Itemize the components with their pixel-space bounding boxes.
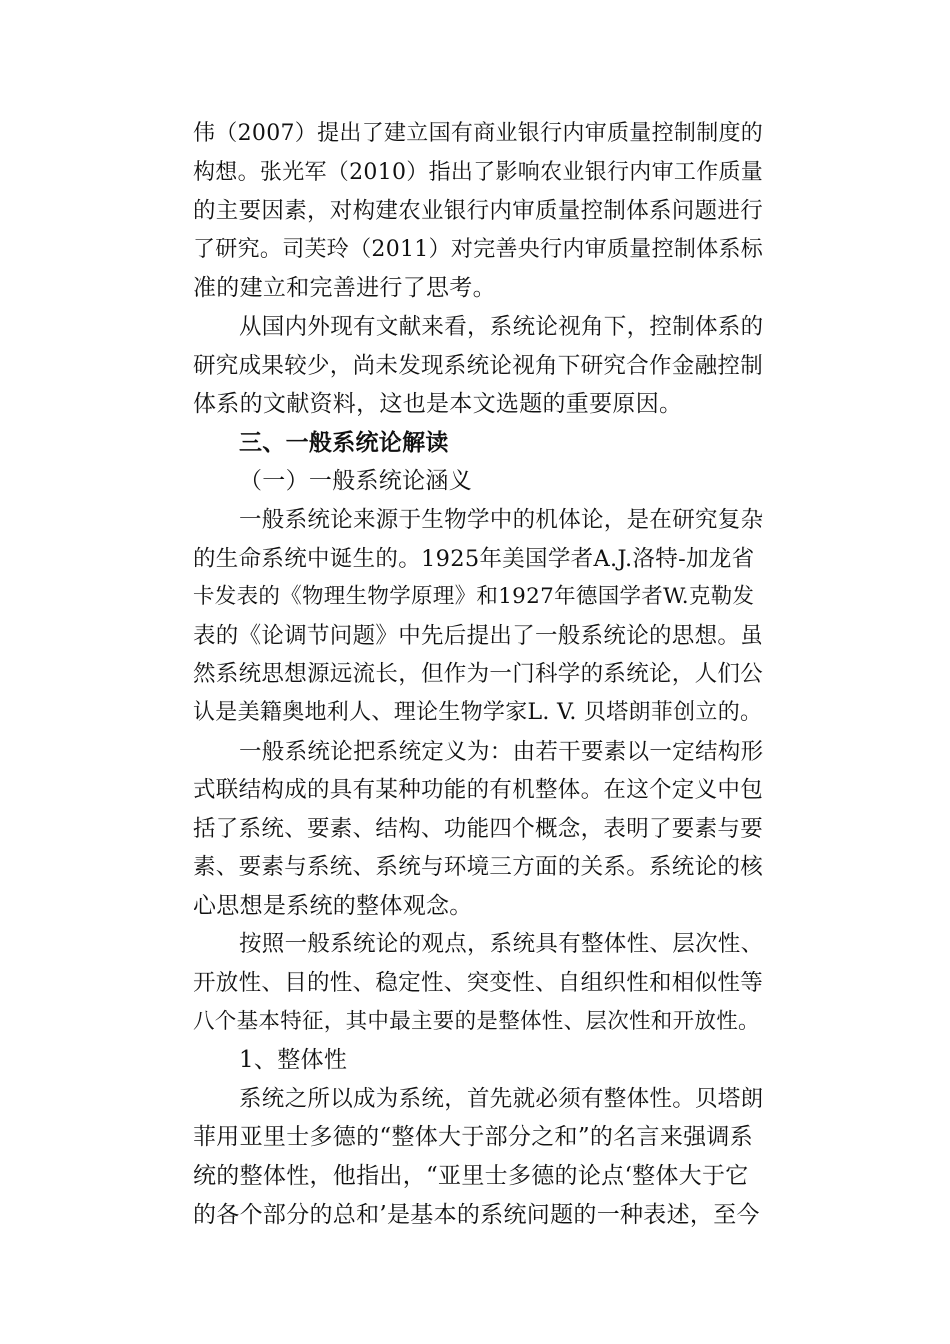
text-line: 八个基本特征，其中最主要的是整体性、层次性和开放性。: [193, 1008, 760, 1034]
text-line: 心思想是系统的整体观念。: [193, 892, 473, 919]
text-line: 按照一般系统论的观点，系统具有整体性、层次性、: [239, 931, 764, 958]
text-line: 的主要因素，对构建农业银行内审质量控制体系问题进行: [193, 198, 764, 225]
text-line: 从国内外现有文献来看，系统论视角下，控制体系的: [239, 313, 764, 340]
document-body: [193, 115, 763, 1234]
text-line: 1、整体性: [239, 1047, 348, 1074]
text-line: 研究成果较少，尚未发现系统论视角下研究合作金融控制: [193, 352, 764, 379]
text-line: 伟（2007）提出了建立国有商业银行内审质量控制制度的: [193, 121, 764, 146]
text-line: 体系的文献资料，这也是本文选题的重要原因。: [193, 391, 683, 418]
text-line: 卡发表的《物理生物学原理》和1927年德国学者W.克勒发: [193, 584, 755, 610]
text-line: 括了系统、要素、结构、功能四个概念，表明了要素与要: [193, 815, 764, 842]
text-line: （一）一般系统论涵义: [239, 468, 472, 495]
text-line: 系统之所以成为系统，首先就必须有整体性。贝塔朗: [239, 1085, 764, 1112]
text-line: 的生命系统中诞生的。1925年美国学者A.J.洛特-加龙省: [193, 545, 755, 572]
text-line: 表的《论调节问题》中先后提出了一般系统论的思想。虽: [193, 622, 764, 649]
text-line: 统的整体性，他指出，“亚里士多德的论点‘整体大于它: [193, 1163, 749, 1190]
section-heading: 三、一般系统论解读: [239, 428, 449, 456]
text-line: 菲用亚里士多德的“整体大于部分之和”的名言来强调系: [193, 1124, 754, 1151]
text-line: 了研究。司芙玲（2011）对完善央行内审质量控制体系标: [193, 236, 764, 262]
text-line: 然系统思想源远流长，但作为一门科学的系统论，人们公: [193, 661, 764, 688]
text-line: 构想。张光军（2010）指出了影响农业银行内审工作质量: [193, 159, 764, 185]
text-line: 认是美籍奥地利人、理论生物学家L. V. 贝塔朗菲创立的。: [193, 699, 763, 725]
text-line: 式联结构成的具有某种功能的有机整体。在这个定义中包: [193, 777, 764, 804]
text-line: 一般系统论把系统定义为：由若干要素以一定结构形: [239, 738, 764, 765]
text-line: 开放性、目的性、稳定性、突变性、自组织性和相似性等: [193, 970, 764, 997]
text-line: 的各个部分的总和’是基本的系统问题的一种表述，至今: [193, 1201, 760, 1228]
text-line: 一般系统论来源于生物学中的机体论，是在研究复杂: [239, 506, 764, 533]
text-line: 准的建立和完善进行了思考。: [193, 275, 496, 302]
text-line: 素、要素与系统、系统与环境三方面的关系。系统论的核: [193, 854, 764, 881]
